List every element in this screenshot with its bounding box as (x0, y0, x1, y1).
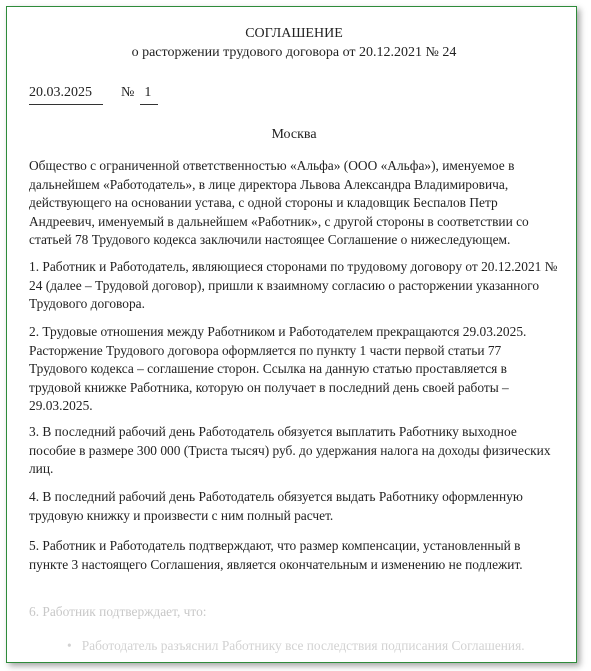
date-number-line (29, 83, 158, 105)
bullet-item (67, 637, 577, 656)
bullet-item-text: Работодатель разъяснил Работнику все последствия подписания Соглашения. (81, 638, 525, 653)
document-date: 20.03.2025 (29, 83, 103, 105)
document-number: 1 (140, 83, 158, 105)
paragraph-3: 3. В последний рабочий день Работодатель обязуется выплатить Работнику выходное пособие в размере 300 000 (Триста тысяч) руб. до удержания налога на доходы физических лиц. (29, 424, 551, 476)
bullet-dot-icon: • (67, 638, 72, 653)
document-title: СОГЛАШЕНИЕ (245, 26, 343, 41)
paragraph-4: 4. В последний рабочий день Работодатель обязуется выдать Работнику оформленную трудовую книжку и произвести с ним полный расчет. (29, 489, 523, 523)
document-page (6, 6, 577, 663)
paragraph-6: 6. Работник подтверждает, что: (29, 604, 207, 619)
document-subtitle: о расторжении трудового договора от 20.12.2021 № 24 (131, 45, 457, 60)
intro-paragraph: Общество с ограниченной ответственностью «Альфа» (ООО «Альфа»), именуемое в дальнейшем «Работодатель», в лице директора Львова Александра Владимировича, действующего на основании устава, с одной стороны и кладовщик Беспалов Петр Андреевич, именуемый в дальнейшем «Работник», с другой стороны в соответствии со статьей 78 Трудового кодекса заключили настоящее Соглашение о нижеследующем. (29, 158, 529, 247)
number-sign: № (121, 85, 135, 100)
paragraph-5: 5. Работник и Работодатель подтверждают, что размер компенсации, установленный в пункте 3 настоящего Соглашения, является окончательным и изменению не подлежит. (29, 538, 523, 572)
paragraph-1: 1. Работник и Работодатель, являющиеся сторонами по трудовому договору от 20.12.2021 № 24 (далее – Трудовой договор), пришли к взаимному согласию о расторжении указанного Трудового договора. (29, 259, 558, 311)
document-city: Москва (271, 127, 317, 142)
paragraph-2: 2. Трудовые отношения между Работником и Работодателем прекращаются 29.03.2025. Расторжение Трудового договора оформляется по пункту 1 части первой статьи 77 Трудового кодекса – соглашение сторон. Ссылка на данную статью проставляется в трудовой книжке Работника, которую он получает в последний день своей работы – 29.03.2025. (29, 324, 527, 413)
